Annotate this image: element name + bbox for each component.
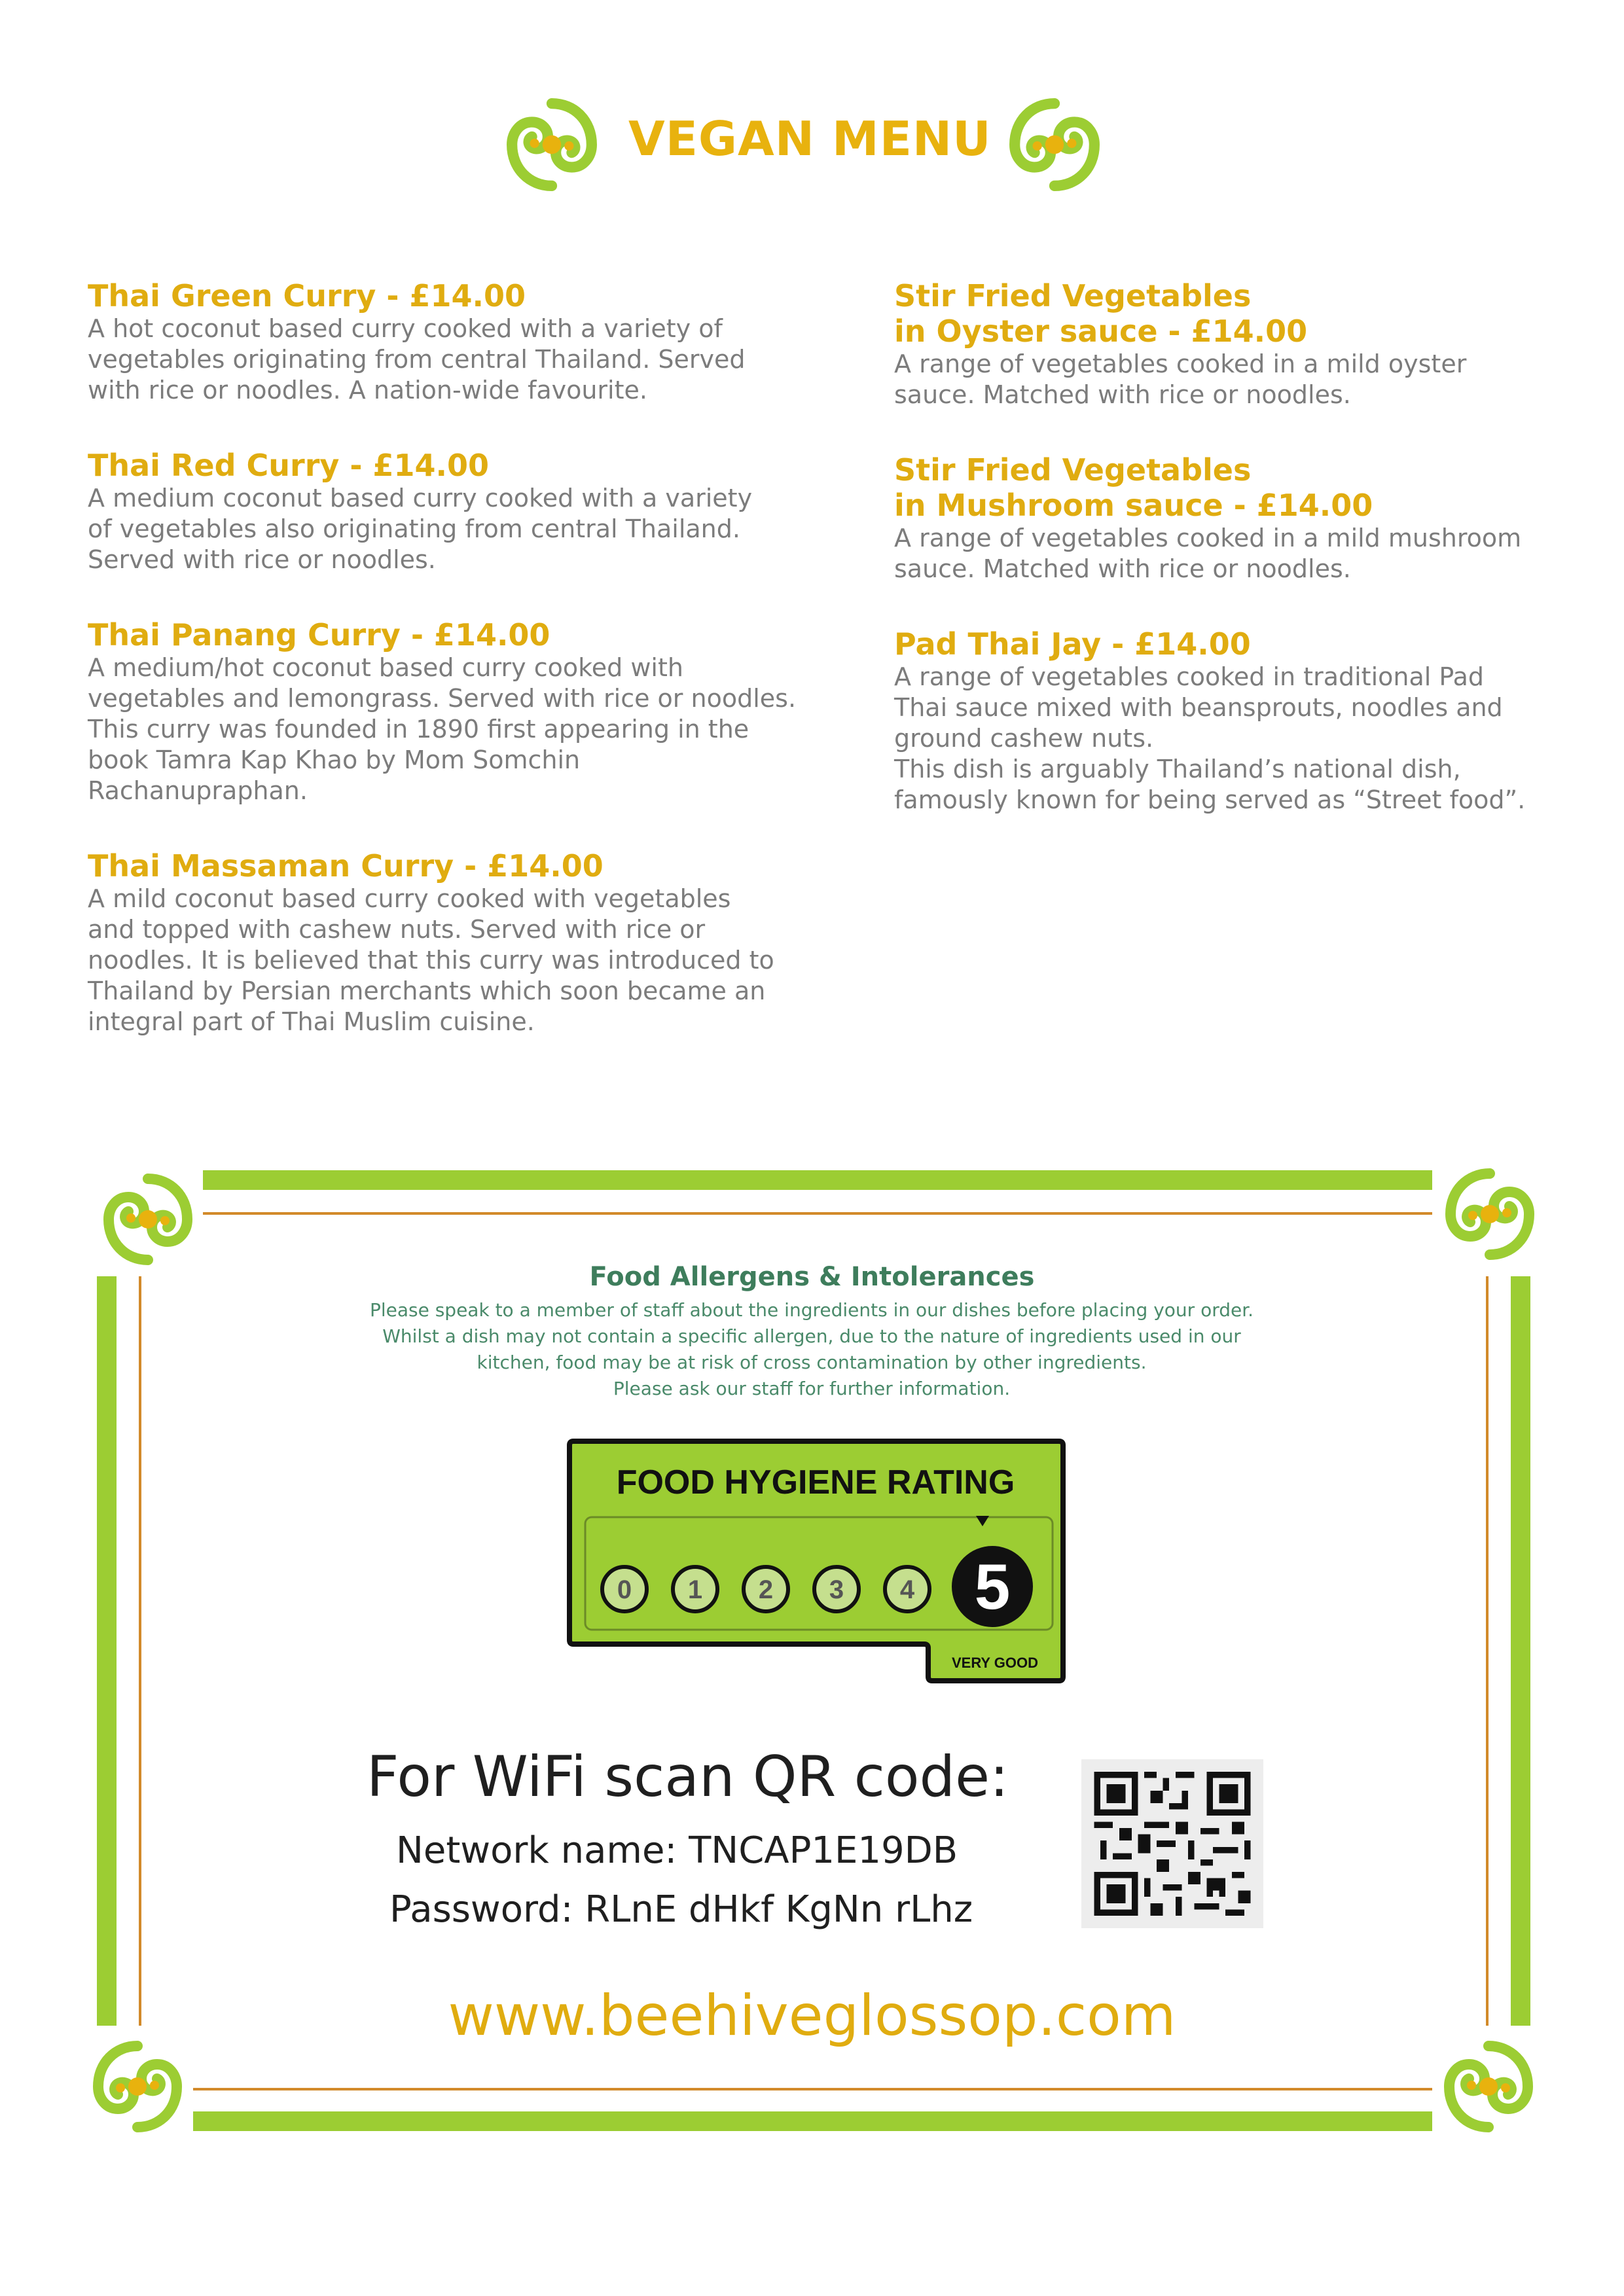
food-hygiene-rating-badge bbox=[567, 1437, 1066, 1683]
menu-item-title: Thai Panang Curry - £14.00 bbox=[88, 617, 550, 653]
frame-top-line bbox=[203, 1212, 1432, 1215]
menu-item-description: A medium/hot coconut based curry cooked with vegetables and lemongrass. Served with rice or noodles. This curry was founded in 1890 first appearing in the book Tamra Kap Khao by Mom Somchin Rachanupraphan. bbox=[88, 653, 797, 805]
menu-item-description: A range of vegetables cooked in a mild mushroom sauce. Matched with rice or noodles. bbox=[894, 524, 1522, 583]
corner-bottom-left-flourish-icon bbox=[92, 2041, 183, 2132]
menu-item-description: A medium coconut based curry cooked with a variety of vegetables also originating from central Thailand. Served with rice or noodles. bbox=[88, 484, 753, 574]
header-right-flourish-icon bbox=[1008, 98, 1101, 191]
hygiene-scale-4: 4 bbox=[899, 1575, 915, 1604]
qr-code-icon[interactable] bbox=[1081, 1759, 1263, 1928]
menu-item-title: Thai Red Curry - £14.00 bbox=[88, 448, 490, 483]
menu-item bbox=[88, 848, 860, 1037]
corner-top-left-flourish-icon bbox=[102, 1174, 194, 1265]
menu-item-title: Thai Massaman Curry - £14.00 bbox=[88, 848, 604, 884]
menu-item bbox=[894, 452, 1624, 584]
allergen-title: Food Allergens & Intolerances bbox=[589, 1262, 1035, 1292]
hygiene-scale-1: 1 bbox=[687, 1575, 703, 1604]
frame-right-line bbox=[1486, 1276, 1489, 2026]
menu-item-description: A hot coconut based curry cooked with a variety of vegetables originating from central Thailand. Served with rice or noodles. A nation-wide favourite. bbox=[88, 314, 746, 404]
frame-bottom-bar bbox=[193, 2111, 1432, 2131]
menu-column-left bbox=[88, 278, 860, 1079]
hygiene-rating-label: VERY GOOD bbox=[951, 1655, 1039, 1671]
frame-right-bar bbox=[1511, 1276, 1530, 2026]
menu-item-description: A range of vegetables cooked in a mild oyster sauce. Matched with rice or noodles. bbox=[894, 350, 1467, 409]
menu-item-title: Thai Green Curry - £14.00 bbox=[88, 278, 526, 314]
menu-column-right bbox=[894, 278, 1624, 857]
wifi-heading: For WiFi scan QR code: bbox=[367, 1744, 1009, 1810]
hygiene-scale-3: 3 bbox=[829, 1575, 844, 1604]
menu-item bbox=[894, 278, 1624, 410]
frame-top-bar bbox=[203, 1170, 1432, 1190]
menu-item bbox=[88, 448, 860, 575]
wifi-password: Password: RLnE dHkf KgNn rLhz bbox=[389, 1888, 973, 1931]
hygiene-scale-2: 2 bbox=[758, 1575, 774, 1604]
hygiene-title: FOOD HYGIENE RATING bbox=[616, 1463, 1015, 1501]
menu-item-title: Pad Thai Jay - £14.00 bbox=[894, 626, 1251, 662]
frame-left-bar bbox=[97, 1276, 117, 2026]
frame-left-line bbox=[139, 1276, 141, 2026]
menu-item bbox=[88, 278, 860, 406]
allergen-text: Please speak to a member of staff about the ingredients in our dishes before placing your order. Whilst a dish may not contain a specific allergen, due to the nature of ingredients used in our kitchen, food may be at risk of cross contamination by other ingredients. Please ask our staff for further information. bbox=[369, 1299, 1254, 1399]
menu-item-description: A range of vegetables cooked in traditional Pad Thai sauce mixed with beansprouts, noodles and ground cashew nuts. This dish is arguably Thailand’s national dish, famously known for being served as “Street food”. bbox=[894, 662, 1526, 814]
website-link[interactable]: www.beehiveglossop.com bbox=[448, 1983, 1176, 2049]
menu-item bbox=[894, 626, 1624, 816]
menu-title: VEGAN MENU bbox=[628, 111, 992, 166]
menu-item-title: Stir Fried Vegetables in Mushroom sauce - £14.00 bbox=[894, 452, 1373, 523]
frame-bottom-line bbox=[193, 2088, 1432, 2090]
corner-top-right-flourish-icon bbox=[1444, 1168, 1536, 1260]
hygiene-rating-value: 5 bbox=[974, 1551, 1011, 1623]
menu-item-title: Stir Fried Vegetables in Oyster sauce - £14.00 bbox=[894, 278, 1308, 349]
menu-item bbox=[88, 617, 860, 806]
header-left-flourish-icon bbox=[505, 98, 598, 191]
corner-bottom-right-flourish-icon bbox=[1443, 2041, 1534, 2132]
hygiene-scale-0: 0 bbox=[617, 1575, 632, 1604]
menu-item-description: A mild coconut based curry cooked with vegetables and topped with cashew nuts. Served with rice or noodles. It is believed that this curry was introduced to Thailand by Persian merchants which soon became an integral part of Thai Muslim cuisine. bbox=[88, 884, 774, 1036]
wifi-network-name: Network name: TNCAP1E19DB bbox=[396, 1829, 958, 1872]
